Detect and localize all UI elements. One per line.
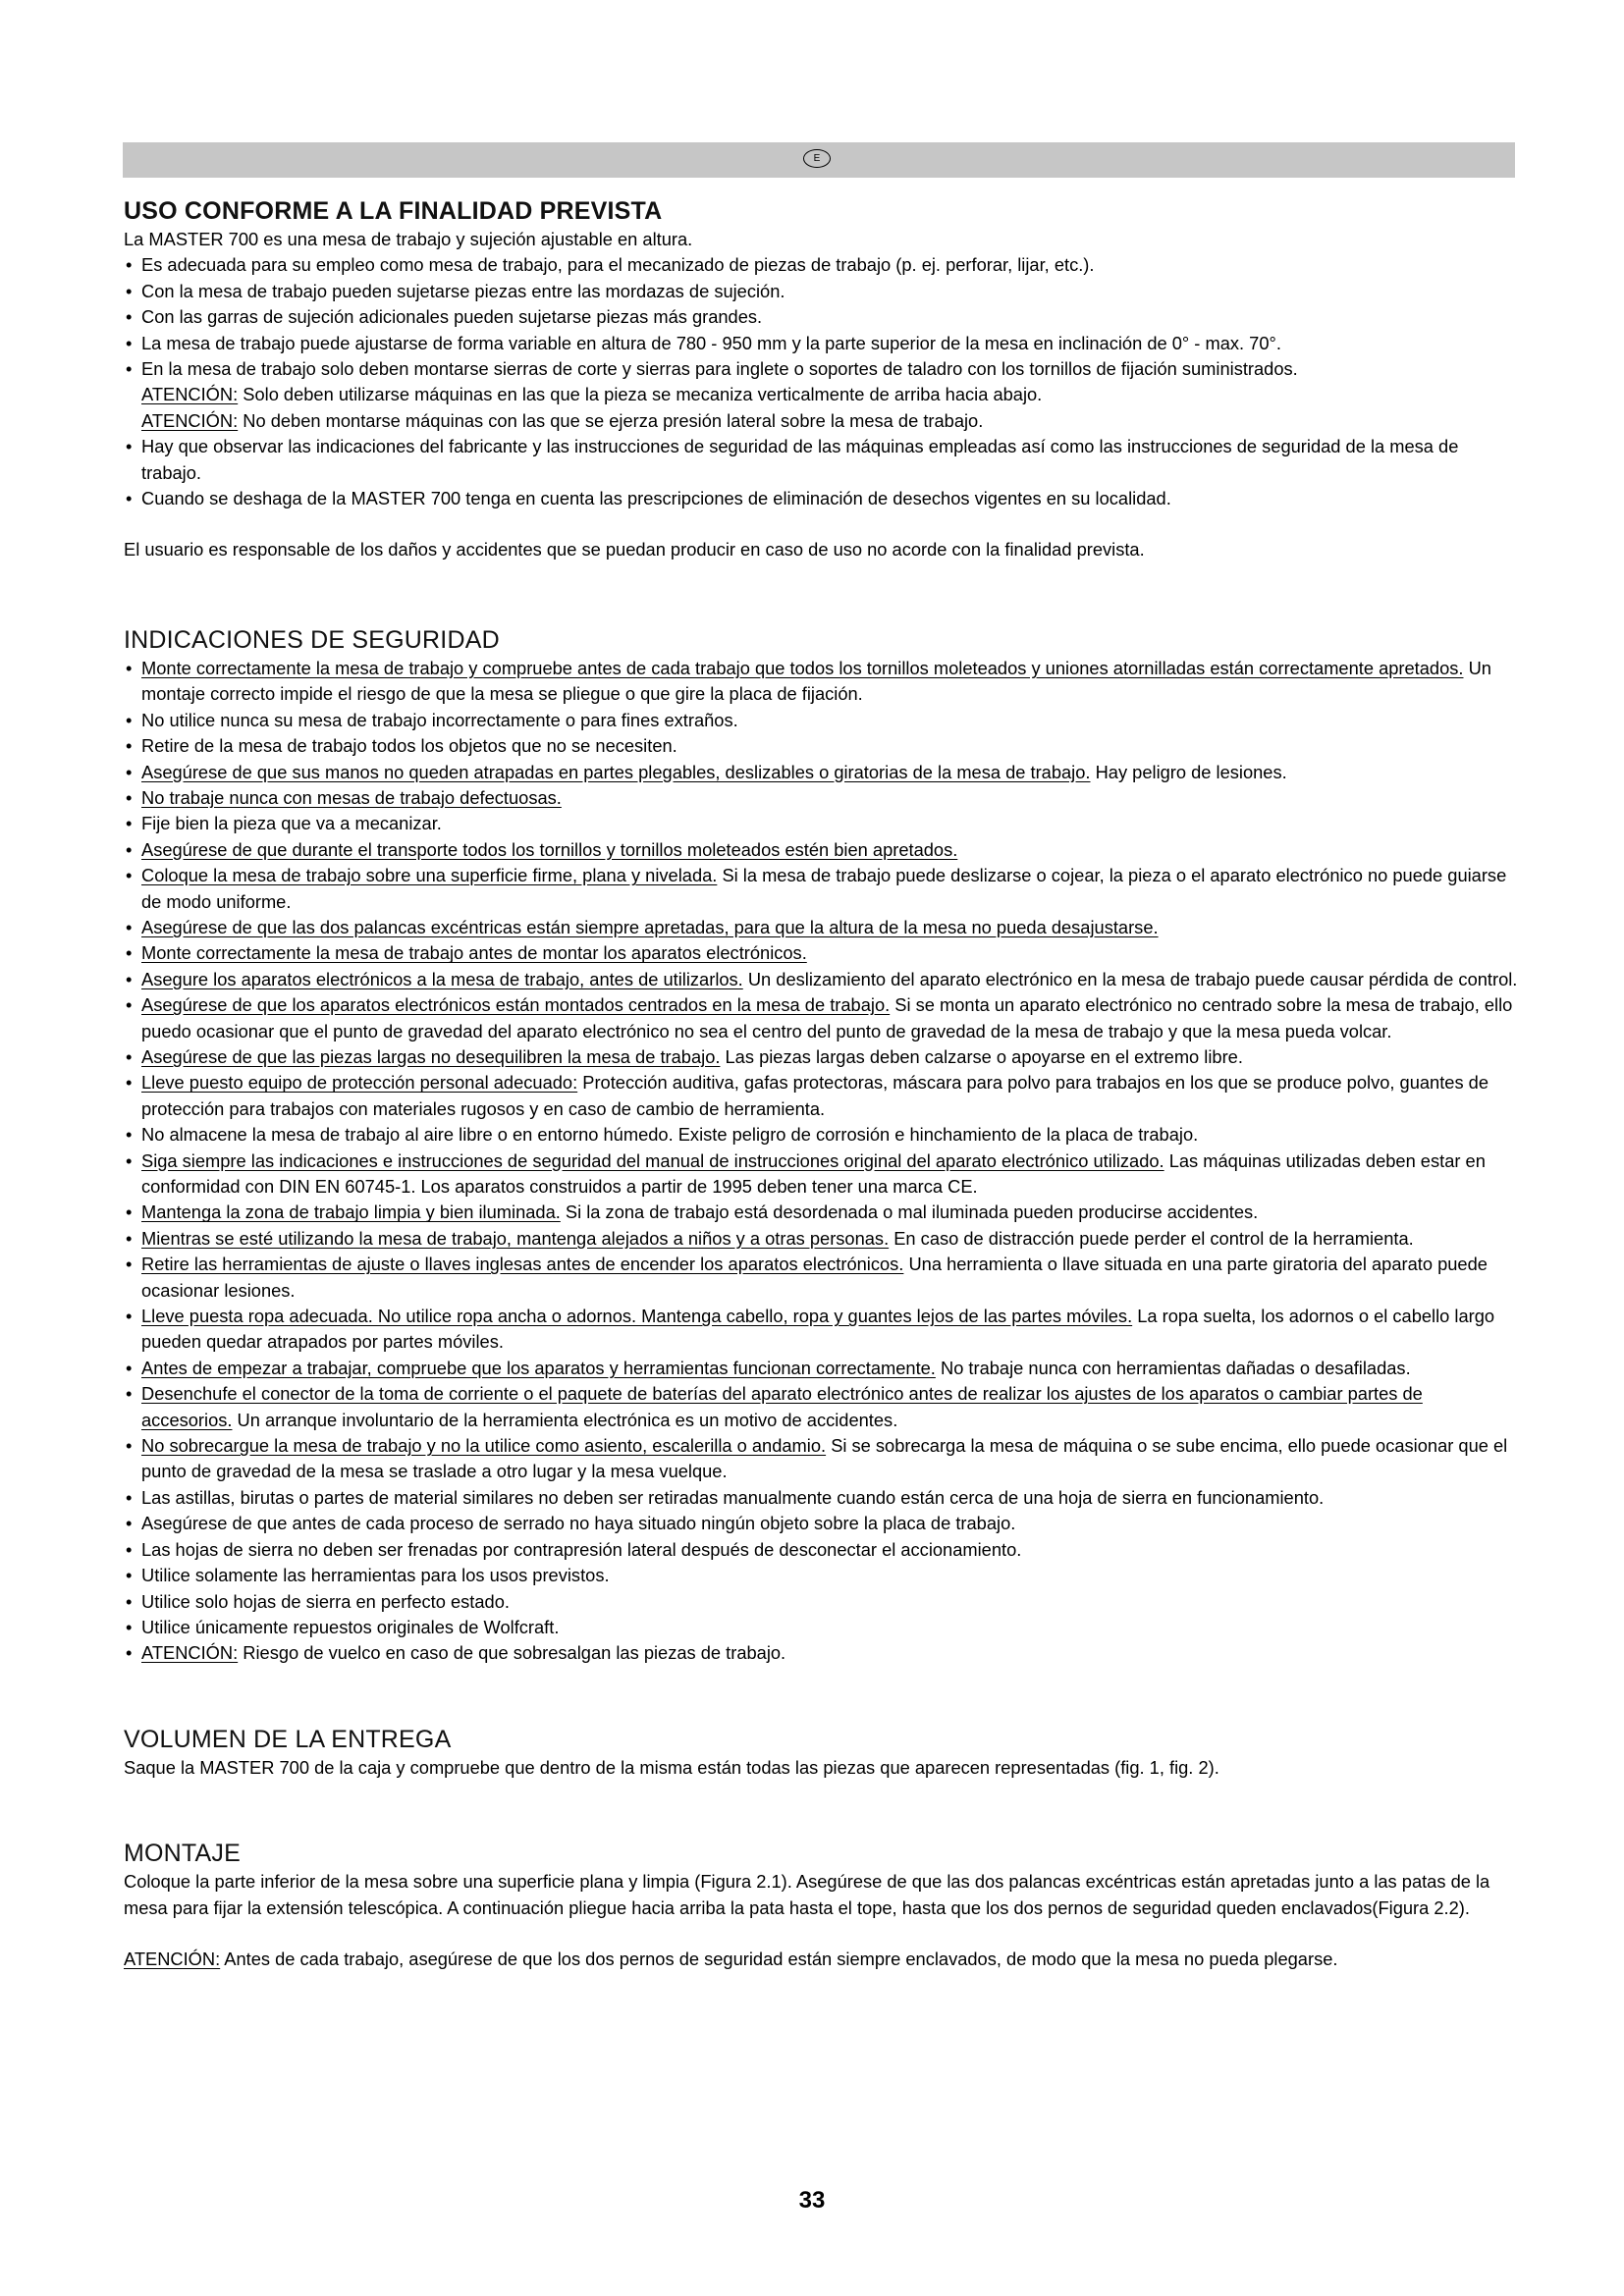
item-text: Una herramienta o llave situada en una parte giratoria del aparato puede ocasionar lesiones.: [141, 1254, 1488, 1301]
list-item: [124, 656, 1518, 708]
attention-text: Antes de cada trabajo, asegúrese de que los dos pernos de seguridad están siempre enclavados, de modo que la mesa no pueda plegarse.: [220, 1948, 1338, 1969]
item-text: Un arranque involuntario de la herramienta electrónica es un motivo de accidentes.: [232, 1409, 898, 1430]
attention-note: [124, 408, 1518, 434]
item-text: Las máquinas utilizadas deben estar en conformidad con DIN EN 60745-1. Los aparatos construidos a partir de 1995 deben tener una marca CE.: [141, 1149, 1486, 1197]
list-item: [124, 279, 1518, 304]
item-text: No trabaje nunca con herramientas dañadas o desafiladas.: [935, 1357, 1411, 1378]
list-item: [124, 1044, 1518, 1070]
item-text: Riesgo de vuelco en caso de que sobresalgan las piezas de trabajo.: [238, 1642, 786, 1664]
list-item: [124, 1356, 1518, 1381]
item-text: Si la mesa de trabajo puede deslizarse o cojear, la pieza o el aparato electrónico no puede guiarse de modo uniforme.: [141, 865, 1507, 912]
list-item: [124, 708, 1518, 733]
section-title: USO CONFORME A LA FINALIDAD PREVISTA: [124, 197, 663, 225]
list-item: [124, 1122, 1518, 1148]
item-text: Las piezas largas deben calzarse o apoyarse en el extremo libre.: [720, 1045, 1243, 1067]
item-text: Fije bien la pieza que va a mecanizar.: [141, 813, 442, 834]
item-text: No almacene la mesa de trabajo al aire libre o en entorno húmedo. Existe peligro de corrosión e hinchamiento de la placa de trabajo.: [141, 1124, 1199, 1146]
list-item: [124, 1511, 1518, 1536]
underlined-text: Retire las herramientas de ajuste o llaves inglesas antes de encender los aparatos electrónicos.: [141, 1254, 904, 1275]
list-item: [124, 863, 1518, 915]
item-text: Las hojas de sierra no deben ser frenadas por contrapresión lateral después de desconectar el accionamiento.: [141, 1538, 1022, 1560]
section-text: Saque la MASTER 700 de la caja y compruebe que dentro de la misma están todas las piezas que aparecen representadas (fig. 1, fig. 2).: [124, 1756, 1219, 1778]
underlined-text: ATENCIÓN:: [141, 384, 239, 405]
underlined-text: Coloque la mesa de trabajo sobre una superficie firme, plana y nivelada.: [141, 865, 718, 886]
section-title: INDICACIONES DE SEGURIDAD: [124, 625, 500, 654]
list-item: [124, 304, 1518, 330]
attention-note: [124, 382, 1518, 407]
list-item: [124, 486, 1518, 511]
list-item: [124, 1226, 1518, 1252]
item-text: Solo deben utilizarse máquinas en las que la pieza se mecaniza verticalmente de arriba hacia abajo.: [238, 384, 1043, 405]
item-text: Utilice solo hojas de sierra en perfecto estado.: [141, 1590, 510, 1612]
list-item: [124, 811, 1518, 836]
item-text: Cuando se deshaga de la MASTER 700 tenga en cuenta las prescripciones de eliminación de desechos vigentes en su localidad.: [141, 488, 1171, 509]
section-uso-conforme: [124, 195, 1518, 563]
list-item: [124, 1563, 1518, 1588]
underlined-text: Lleve puesta ropa adecuada. No utilice ropa ancha o adornos. Mantenga cabello, ropa y guantes lejos de las partes móviles.: [141, 1306, 1133, 1327]
item-text: No deben montarse máquinas con las que se ejerza presión lateral sobre la mesa de trabajo.: [238, 409, 984, 431]
underlined-text: ATENCIÓN:: [141, 409, 239, 431]
section-intro: La MASTER 700 es una mesa de trabajo y sujeción ajustable en altura.: [124, 229, 693, 249]
item-text: Si la zona de trabajo está desordenada o mal iluminada pueden producirse accidentes.: [560, 1201, 1259, 1223]
document-content: [124, 195, 1518, 1972]
underlined-text: Asegúrese de que durante el transporte todos los tornillos y tornillos moleteados estén bien apretados.: [141, 838, 958, 860]
attention-note: [124, 1947, 1518, 1972]
item-text: Asegúrese de que antes de cada proceso de serrado no haya situado ningún objeto sobre la placa de trabajo.: [141, 1513, 1016, 1534]
list-item: [124, 837, 1518, 863]
underlined-text: Monte correctamente la mesa de trabajo antes de montar los aparatos electrónicos.: [141, 942, 807, 964]
list-item: [124, 1537, 1518, 1563]
item-text: Con las garras de sujeción adicionales pueden sujetarse piezas más grandes.: [141, 306, 763, 328]
item-text: En la mesa de trabajo solo deben montarse sierras de corte y sierras para inglete o soportes de taladro con los tornillos de fijación suministrados.: [141, 358, 1298, 380]
underlined-text: No trabaje nunca con mesas de trabajo defectuosas.: [141, 786, 562, 808]
section-outro: El usuario es responsable de los daños y accidentes que se puedan producir en caso de uso no acorde con la finalidad prevista.: [124, 539, 1145, 561]
item-text: Utilice únicamente repuestos originales de Wolfcraft.: [141, 1616, 560, 1637]
list-item: [124, 1304, 1518, 1356]
bullet-list: [124, 252, 1518, 511]
underlined-text: Mientras se esté utilizando la mesa de trabajo, mantenga alejados a niños y a otras personas.: [141, 1227, 890, 1249]
item-text: Las astillas, birutas o partes de material similares no deben ser retiradas manualmente cuando están cerca de una hoja de sierra en funcionamiento.: [141, 1486, 1325, 1508]
underlined-text: Mantenga la zona de trabajo limpia y bien iluminada.: [141, 1201, 561, 1223]
underlined-text: No sobrecargue la mesa de trabajo y no la utilice como asiento, escalerilla o andamio.: [141, 1435, 827, 1457]
item-text: Un deslizamiento del aparato electrónico en la mesa de trabajo puede causar pérdida de control.: [742, 968, 1518, 989]
item-text: En caso de distracción puede perder el control de la herramienta.: [889, 1227, 1414, 1249]
list-item: [124, 434, 1518, 486]
item-text: Retire de la mesa de trabajo todos los objetos que no se necesiten.: [141, 735, 677, 757]
list-item: [124, 940, 1518, 966]
list-item: [124, 785, 1518, 811]
item-text: La ropa suelta, los adornos o el cabello largo pueden quedar atrapados por partes móviles.: [141, 1306, 1495, 1353]
list-item: [124, 331, 1518, 356]
page-number: 33: [798, 2187, 826, 2214]
list-item: [124, 356, 1518, 382]
item-text: Es adecuada para su empleo como mesa de trabajo, para el mecanizado de piezas de trabajo (p. ej. perforar, lijar, etc.).: [141, 254, 1095, 276]
list-item: [124, 915, 1518, 940]
item-text: Un montaje correcto impide el riesgo de que la mesa se pliegue o que gire la placa de fijación.: [141, 657, 1491, 705]
underlined-text: Lleve puesto equipo de protección personal adecuado:: [141, 1072, 578, 1094]
list-item: [124, 1615, 1518, 1640]
attention-label: ATENCIÓN:: [124, 1948, 221, 1969]
section-title: VOLUMEN DE LA ENTREGA: [124, 1725, 452, 1753]
list-item: [124, 733, 1518, 759]
list-item: [124, 760, 1518, 785]
language-badge: E: [803, 149, 831, 168]
list-item: [124, 1640, 1518, 1666]
item-text: Con la mesa de trabajo pueden sujetarse piezas entre las mordazas de sujeción.: [141, 280, 785, 301]
section-text: Coloque la parte inferior de la mesa sobre una superficie plana y limpia (Figura 2.1). Asegúrese de que las dos palancas excéntricas están apretadas junto a las patas de la mesa para fijar la extensión telescópica. A continuación pliegue hacia arriba la pata hasta el tope, hasta que los dos pernos de seguridad queden enclavados(Figura 2.2).: [124, 1871, 1490, 1918]
item-text: Hay peligro de lesiones.: [1090, 761, 1287, 782]
list-item: [124, 1433, 1518, 1485]
underlined-text: Asegúrese de que las dos palancas excéntricas están siempre apretadas, para que la altura de la mesa no pueda desajustarse.: [141, 916, 1159, 937]
underlined-text: Asegure los aparatos electrónicos a la mesa de trabajo, antes de utilizarlos.: [141, 968, 743, 989]
item-text: Si se sobrecarga la mesa de máquina o se sube encima, ello puede ocasionar que el punto de gravedad de la mesa se traslade a otro lugar y la mesa vuelque.: [141, 1435, 1508, 1482]
list-item: [124, 252, 1518, 278]
section-indicaciones-seguridad: [124, 624, 1518, 1667]
list-item: [124, 1589, 1518, 1615]
list-item: [124, 1381, 1518, 1433]
item-text: La mesa de trabajo puede ajustarse de forma variable en altura de 780 - 950 mm y la parte superior de la mesa en inclinación de 0° - max. 70°.: [141, 332, 1281, 353]
underlined-text: Antes de empezar a trabajar, compruebe que los aparatos y herramientas funcionan correctamente.: [141, 1357, 936, 1378]
list-item: [124, 1252, 1518, 1304]
underlined-text: Asegúrese de que sus manos no queden atrapadas en partes plegables, deslizables o giratorias de la mesa de trabajo.: [141, 761, 1091, 782]
list-item: [124, 967, 1518, 992]
section-montaje: [124, 1838, 1518, 1972]
section-volumen-entrega: [124, 1724, 1518, 1781]
underlined-text: ATENCIÓN:: [141, 1642, 239, 1664]
underlined-text: Asegúrese de que los aparatos electrónicos están montados centrados en la mesa de trabajo.: [141, 994, 891, 1016]
list-item: [124, 992, 1518, 1044]
item-text: No utilice nunca su mesa de trabajo incorrectamente o para fines extraños.: [141, 709, 738, 730]
underlined-text: Siga siempre las indicaciones e instrucciones de seguridad del manual de instrucciones original del aparato electrónico utilizado.: [141, 1149, 1164, 1171]
item-text: Si se monta un aparato electrónico no centrado sobre la mesa de trabajo, ello puedo ocasionar que el punto de gravedad del aparato electrónico no sea el centro del punto de gravedad de la mesa de trabajo y que la mesa pueda volcar.: [141, 994, 1513, 1041]
underlined-text: Asegúrese de que las piezas largas no desequilibren la mesa de trabajo.: [141, 1045, 721, 1067]
item-text: Hay que observar las indicaciones del fabricante y las instrucciones de seguridad de las máquinas empleadas así como las instrucciones de seguridad de la mesa de trabajo.: [141, 436, 1459, 483]
list-item: [124, 1485, 1518, 1511]
section-title: MONTAJE: [124, 1840, 241, 1868]
list-item: [124, 1148, 1518, 1201]
bullet-list: [124, 656, 1518, 1667]
list-item: [124, 1200, 1518, 1225]
list-item: [124, 1070, 1518, 1122]
underlined-text: Desenchufe el conector de la toma de corriente o el paquete de baterías del aparato electrónico antes de realizar los ajustes de los aparatos o cambiar partes de accesorios.: [141, 1383, 1423, 1430]
item-text: Utilice solamente las herramientas para los usos previstos.: [141, 1565, 610, 1586]
underlined-text: Monte correctamente la mesa de trabajo y compruebe antes de cada trabajo que todos los tornillos moleteados y uniones atornilladas están correctamente apretados.: [141, 657, 1464, 678]
item-text: Protección auditiva, gafas protectoras, máscara para polvo para trabajos en los que se produce polvo, guantes de protección para trabajos con materiales rugosos y en caso de cambio de herramienta.: [141, 1072, 1489, 1119]
